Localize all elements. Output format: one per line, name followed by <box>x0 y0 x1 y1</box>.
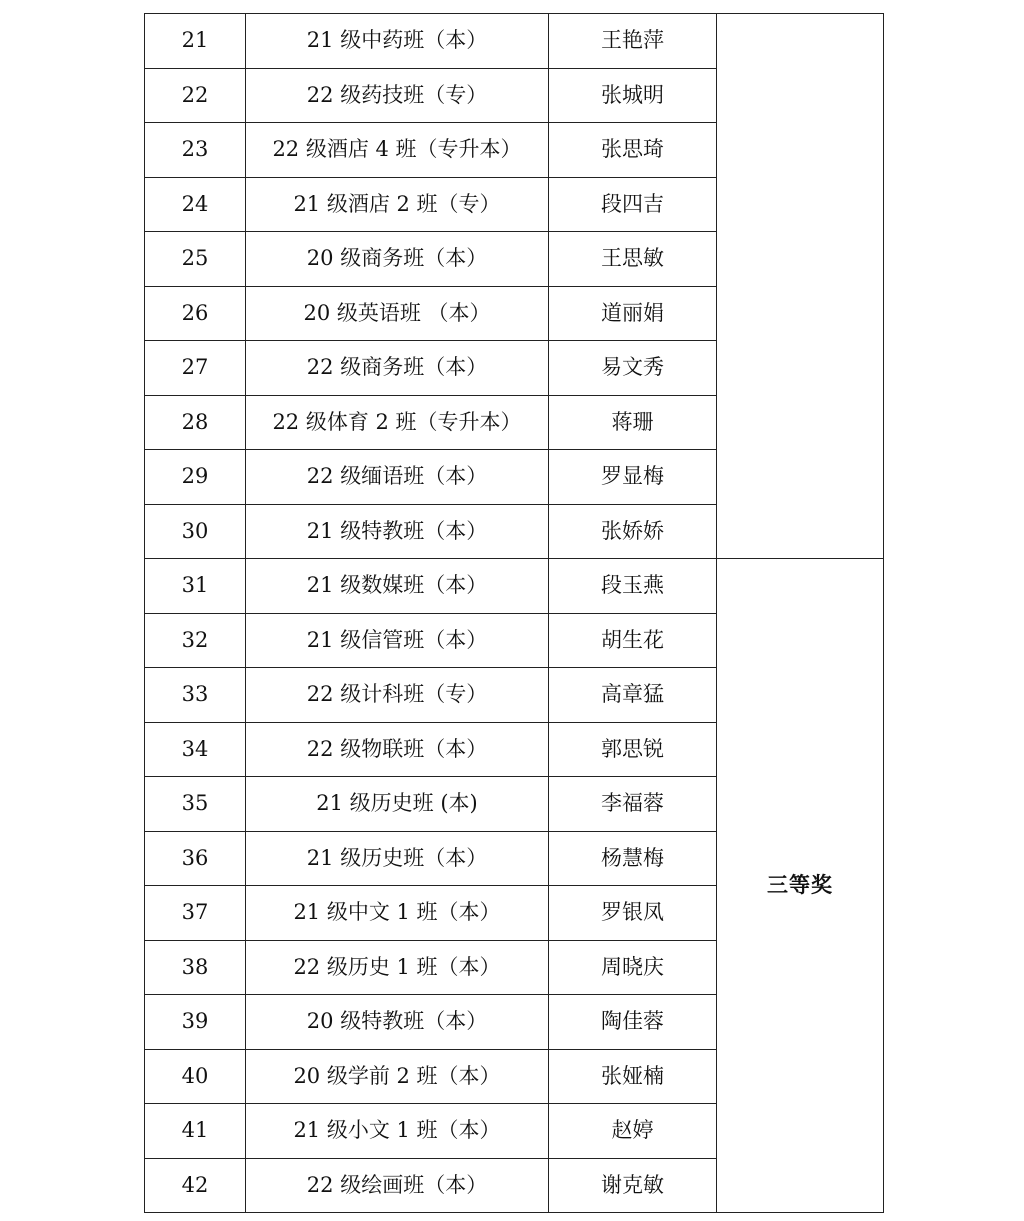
row-number: 29 <box>145 450 246 505</box>
student-name: 郭思锐 <box>549 722 717 777</box>
class-name: 22 级物联班（本） <box>246 722 549 777</box>
student-name: 王思敏 <box>549 232 717 287</box>
class-name: 21 级酒店 2 班（专） <box>246 177 549 232</box>
class-name: 21 级信管班（本） <box>246 613 549 668</box>
student-name: 陶佳蓉 <box>549 995 717 1050</box>
student-name: 段玉燕 <box>549 559 717 614</box>
student-name: 罗银凤 <box>549 886 717 941</box>
class-name: 22 级历史 1 班（本） <box>246 940 549 995</box>
student-name: 张城明 <box>549 68 717 123</box>
row-number: 28 <box>145 395 246 450</box>
class-name: 21 级历史班 (本) <box>246 777 549 832</box>
class-name: 21 级特教班（本） <box>246 504 549 559</box>
student-name: 胡生花 <box>549 613 717 668</box>
class-name: 21 级数媒班（本） <box>246 559 549 614</box>
award-table <box>144 13 884 1213</box>
row-number: 27 <box>145 341 246 396</box>
class-name: 22 级计科班（专） <box>246 668 549 723</box>
student-name: 赵婷 <box>549 1104 717 1159</box>
row-number: 32 <box>145 613 246 668</box>
student-name: 罗显梅 <box>549 450 717 505</box>
row-number: 42 <box>145 1158 246 1213</box>
row-number: 26 <box>145 286 246 341</box>
class-name: 21 级小文 1 班（本） <box>246 1104 549 1159</box>
student-name: 张娇娇 <box>549 504 717 559</box>
class-name: 22 级缅语班（本） <box>246 450 549 505</box>
award-level <box>717 14 884 559</box>
student-name: 蒋珊 <box>549 395 717 450</box>
class-name: 22 级体育 2 班（专升本） <box>246 395 549 450</box>
class-name: 20 级商务班（本） <box>246 232 549 287</box>
row-number: 25 <box>145 232 246 287</box>
student-name: 张思琦 <box>549 123 717 178</box>
row-number: 37 <box>145 886 246 941</box>
row-number: 21 <box>145 14 246 69</box>
class-name: 21 级中文 1 班（本） <box>246 886 549 941</box>
row-number: 34 <box>145 722 246 777</box>
row-number: 22 <box>145 68 246 123</box>
student-name: 谢克敏 <box>549 1158 717 1213</box>
student-name: 王艳萍 <box>549 14 717 69</box>
class-name: 22 级商务班（本） <box>246 341 549 396</box>
row-number: 35 <box>145 777 246 832</box>
row-number: 40 <box>145 1049 246 1104</box>
award-level: 三等奖 <box>717 559 884 1213</box>
class-name: 21 级中药班（本） <box>246 14 549 69</box>
student-name: 张娅楠 <box>549 1049 717 1104</box>
row-number: 33 <box>145 668 246 723</box>
class-name: 21 级历史班（本） <box>246 831 549 886</box>
student-name: 道丽娟 <box>549 286 717 341</box>
student-name: 高章猛 <box>549 668 717 723</box>
student-name: 李福蓉 <box>549 777 717 832</box>
table-row <box>145 14 884 69</box>
student-name: 易文秀 <box>549 341 717 396</box>
row-number: 41 <box>145 1104 246 1159</box>
class-name: 22 级药技班（专） <box>246 68 549 123</box>
class-name: 22 级酒店 4 班（专升本） <box>246 123 549 178</box>
row-number: 24 <box>145 177 246 232</box>
class-name: 20 级学前 2 班（本） <box>246 1049 549 1104</box>
row-number: 36 <box>145 831 246 886</box>
student-name: 段四吉 <box>549 177 717 232</box>
student-name: 周晓庆 <box>549 940 717 995</box>
row-number: 30 <box>145 504 246 559</box>
row-number: 38 <box>145 940 246 995</box>
class-name: 20 级特教班（本） <box>246 995 549 1050</box>
table-row <box>145 559 884 614</box>
row-number: 39 <box>145 995 246 1050</box>
class-name: 22 级绘画班（本） <box>246 1158 549 1213</box>
class-name: 20 级英语班 （本） <box>246 286 549 341</box>
row-number: 23 <box>145 123 246 178</box>
row-number: 31 <box>145 559 246 614</box>
student-name: 杨慧梅 <box>549 831 717 886</box>
